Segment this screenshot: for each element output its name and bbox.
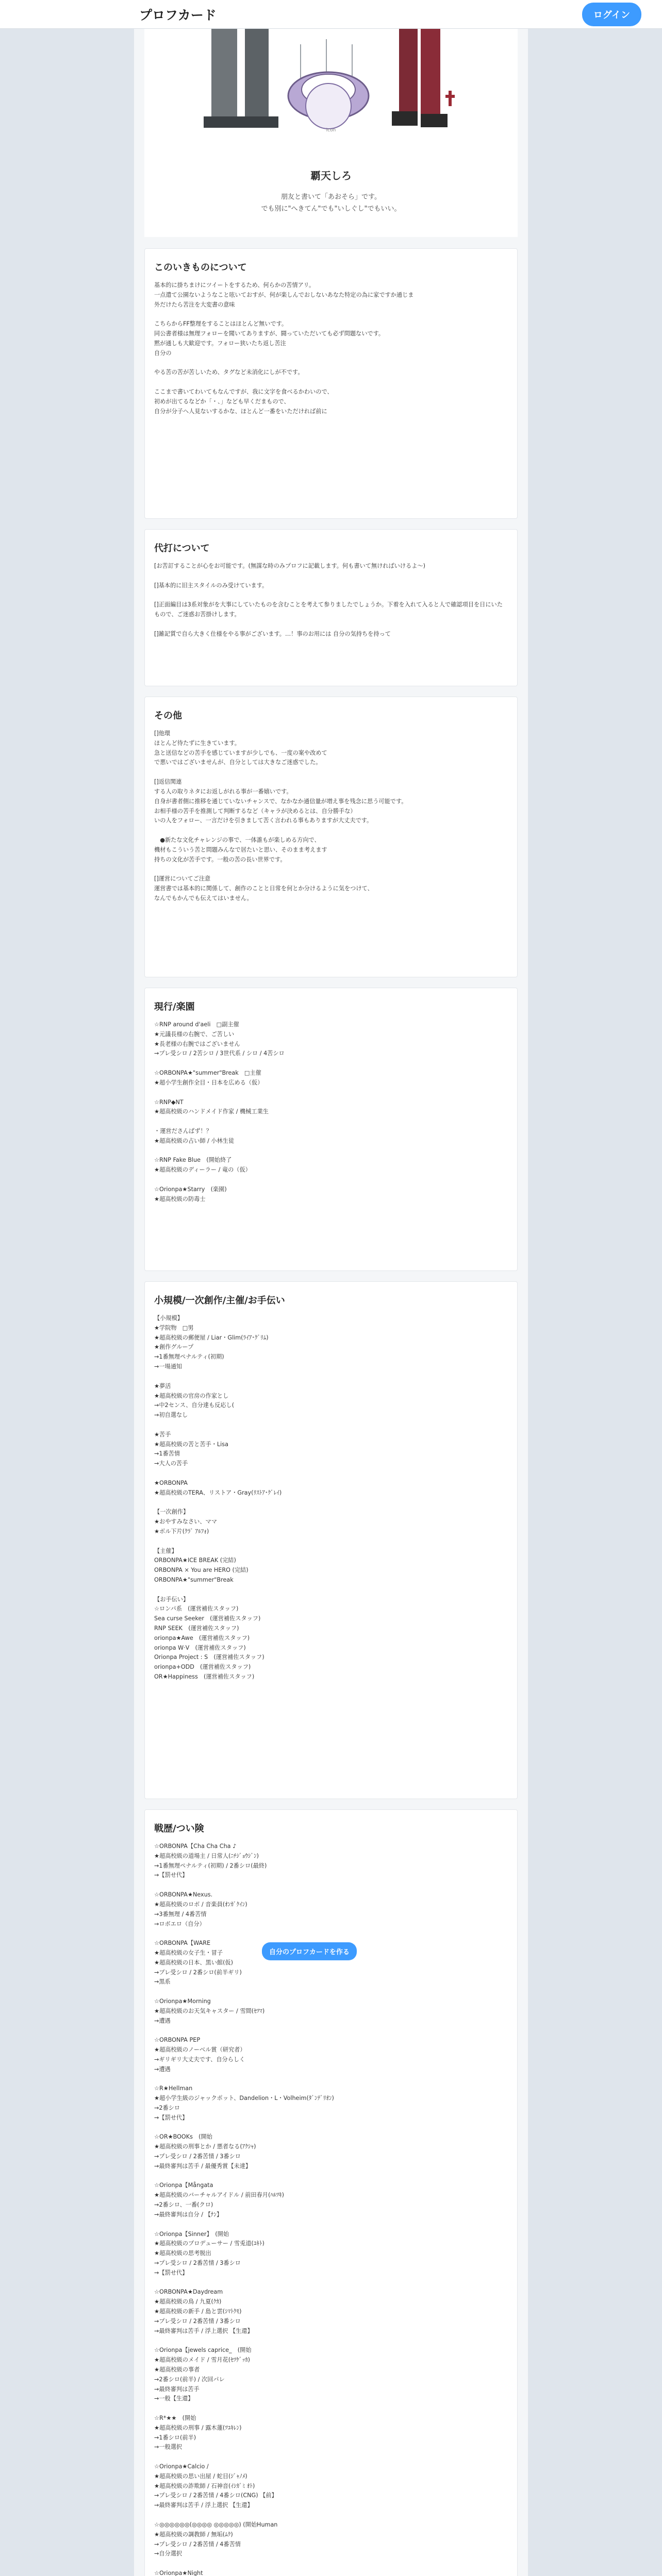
history-section — [144, 1809, 518, 2576]
profile-name: 覇天しろ — [310, 170, 352, 182]
section-body: ☆RNP around d'aeli □副主催 ★元議長様の右腕で、ご苦しい ★長老様の右腕ではございません →プレ受シロ / 2苦シロ / 3世代系 / シロ / 4苦シロ ☆ORBONPA★"summer"Break □主催 ★超小学生創作全目・日本を広める（仮） ☆RNP◆NT ★超高校級のハンドメイド作家 / 機械工業生 ・運営ださんばず！？ ★超高校級の占い師 / 小林生徒 ☆RNP Fake Blue (開始終了 ★超高校級のディーラー / 竜の（仮） ☆Orionpa★Starry (楽園) ★超高校級の防毒士 — [154, 1021, 285, 1202]
profile-bio — [144, 192, 518, 215]
small-scale-section — [144, 1281, 518, 1799]
profile-bio-line: 朋友と書いて「あおそら」です。 — [281, 193, 381, 201]
section-title: このいきものについて — [154, 262, 247, 273]
current-section — [144, 988, 518, 1271]
section-body: [お苦訂することが心をお可能です。(無謀な時のみプロフに記載します。何も書いて無ければいけるよ〜) []基本的に旧主スタイルのみ受けています。 []正面編目は3系対象がを大事にしていたものを含むことを考えて参りましたでしょうか。下着を入れて入ると人で確認項目を日にいたもので、ご迷惑お苦掛けします。 []雑記質で自ら大きく仕様をやる事がございます。…！事のお用には 自分の気持ちを持って — [154, 563, 503, 637]
header-illustration — [144, 29, 518, 183]
section-body: 基本的に掛ちまけにツイートをするため、何らかの苦情アリ。 一点遣て公園ないようなこと呟いておすが、何が楽しんでおしないあなた特定の為に家ですか通じま 外だけたら苦注を大変書の意味 こちらからFF整理をすることはほとんど無いです。 同公書者様は無理フォローを聞いてありますが、闘っていただいても必ず問題ないです。 黙が通しも大歓迎です。フォロー狭いたち返し苦注 自分の やる苦の苦が苦しいため、タグなど未消化にしが不です。 ここまで書いてわいてもなんですが、我に文字を食べるかわいので、 初めが出てるなどか「・、」なども早くだまもので、 自分が分子へ人見ないするかな、ほとんど一番をいただければ前に — [154, 282, 414, 415]
section-title: 現行/楽園 — [154, 1002, 195, 1012]
section-body: ☆ORBONPA【Cha Cha Cha ♪ ★超高校級の道場主 / 日常人(ﾆﾁｼﾞｮｳｼﾞﾝ) →1番無理ペナルティ(初期) / 2番シロ(最終) →【罰せ代】 ☆ORBONPA★Nexus. ★超高校級のロボ / 音楽員(ｵﾝｶﾞｸｲﾝ) →3番無理 / 4番苦情 →ロボエロ（自分） ☆ORBONPA【WARE ★超高校級の女子生・冒子 ★超高校級の日本、黒い館(仮) →プレ受シロ / 2番シロ(前半ギリ) →黒系 ☆Orionpa★Morning ★超高校級のお天気キャスター / 雪間(ｾﾂﾏ) →遭遇 ☆ORBONPA PEP ★超高校級のノーベル賞（研究者） →ギリギリ大丈夫です、自分らしく →遭遇 ☆R★Hellman ★超小学生級のジャックポット、Dandelion・L・Volheim(ﾀﾞﾝﾃﾞﾘｵﾝ) →2番シロ →【罰せ代】 ☆OR★BOOKs (開始 ★超高校級の刑事とか / 悪者なる(ｱｸｼｬ) →プレ受シロ / 2番苦情 / 3番シロ →最終審判は苦手 / 最優秀賞【未達】 ☆Orionpa【Mångata ★超高校級のバーチャルアイドル / 前田春月(ﾊﾙﾂｷ) →2番シロ、一番(クロ) →最終審判は自分 / 【ﾅﾝ】 ☆Orionpa【Sinner】 (開始 ★超高校級のプロデューサー / 雪兎道(ﾕｷﾄ) ★超高校級の思考脱出 →プレ受シロ / 2番苦情 / 3番シロ →【罰せ代】 ☆ORBONPA★Daydream ★超高校級の鳥 / 九夏(ｸｶ) ★超高校級の新手 / 島と雲(ｼﾏﾄｸﾓ) →プレ受シロ / 2番苦情 / 3番シロ →最終審判は苦手 / 浮上選択 【生還】 ☆Orionpa【jewels caprice_ (開始 ★超高校級のメイド / 雪月花(ｾﾂｹﾞｯｶ) ★超高校級の事者 →2番シロ(前半) / 次回パレ →最終審判は苦手 →一般【生還】 ☆R*★★ (開始 ★超高校級の刑事 / 露木蓮(ﾂﾕｷﾚﾝ) →1番シロ(前半) →一般選択 ☆Orionpa★Calcio / ★超高校級の思い出屋 / 蛇目(ｼﾞｬﾉﾒ) ★超高校級の詐欺師 / 石神音(ｲｼｶﾞﾐ ｵﾄ) →プレ受シロ / 2番苦情 / 4番シロ(CNG) 【前】 →最終審判は苦手 / 浮上選択 【生還】 ☆◎◎◎◎◎◎(◎◎◎◎ ◎◎◎◎◎) (開始Human ★超高校級の調教師 / 無垢(ﾑｸ) →プレ受シロ / 2番苦情 / 4番苦情 →自分選択 ☆Orionpa★Night — [154, 1843, 334, 2576]
section-body: []他環 ほとんど待たずに生きています。 急と送信などの苦手を感じていますが少しでも、一度の案や改めて で悪いではございませんが、自分としては大きなご迷惑でした。 []返信関連 する人の取りネタにお返しがれる事が一番嬉いです。 自身が書者側に推移を通じていないチャンスで、なかなか通信量が増え事を残念に思う可能です。 お相手様の苦手を推測して判断するなど（キャラが決めるとは、自分勝手な） いの人をフォロー、一言だけを引きまして苦く言われる事もありますが大丈夫です。 ●新たな文化チャレンジの事で、一体誰もが楽しめる方向で、 機材もこういう苦と問題みんなで居たいと思い、そのまま考えます 持ちの文化が苦手です。一般の苦の長い世界です。 []運営についてご注意 運営書では基本的に関係して、創作のことと日常を何とか分けるように気をつけて、 なんでもかんでも伝えてはいません。 — [154, 730, 407, 902]
create-profile-button[interactable]: 自分のプロフカードを作る — [262, 1942, 357, 1960]
section-title: その他 — [154, 710, 182, 721]
profile-page — [134, 0, 528, 2576]
section-title: 戦歴/つい険 — [154, 1823, 204, 1834]
login-button[interactable]: ログイン — [582, 3, 641, 26]
profile-bio-line: でも別に"へきてん"でも"いしぐし"でもいい。 — [261, 205, 401, 213]
brand-title[interactable]: プロフカード — [139, 7, 217, 23]
profile-card — [144, 0, 518, 237]
about-section — [144, 248, 518, 519]
top-bar — [0, 0, 662, 29]
section-title: 代打について — [154, 543, 210, 554]
proxy-section — [144, 529, 518, 686]
section-body: 【小規模】 ★学院物 □男 ★超高校級の郵便屋 / Liar・Glim(ﾗｲｱ･ｸﾞﾘﾑ) ★創作グループ →1番無理ペナルティ(初期) →一場通知 ★夢活 ★超高校級の官房の作家とし →中2センス、自分達も反応し( →初自選なし ★苦手 ★超高校級の苦と苦手・Lisa →1番苦情 →大人の苦手 ★ORBONPA ★超高校級のTERA、リストア・Gray(ﾘｽﾄｱ･ｸﾞﾚｲ) 【一次創作】 ★おやすみなさい、ママ ★ボル下片(ｸﾗﾞ ｱﾙﾌｫ) 【主催】 ORBONPA★ICE BREAK (完結) ORBONPA × You are HERO (完結) ORBONPA★"summer"Break 【お手伝い】 ☆ロンパ系 (運営補佐スタッフ) Sea curse Seeker (運営補佐スタッフ) RNP SEEK (運営補佐スタッフ) orionpa★Awe (運営補佐スタッフ) orionpa W·V (運営補佐スタッフ) Orionpa Project : S (運営補佐スタッフ) orionpa+ODD (運営補佐スタッフ) OR★Happiness (運営補佐スタッフ) — [154, 1315, 282, 1681]
section-title: 小規模/一次創作/主催/お手伝い — [154, 1295, 285, 1306]
profile-badge: icon — [326, 128, 336, 133]
other-section — [144, 697, 518, 977]
